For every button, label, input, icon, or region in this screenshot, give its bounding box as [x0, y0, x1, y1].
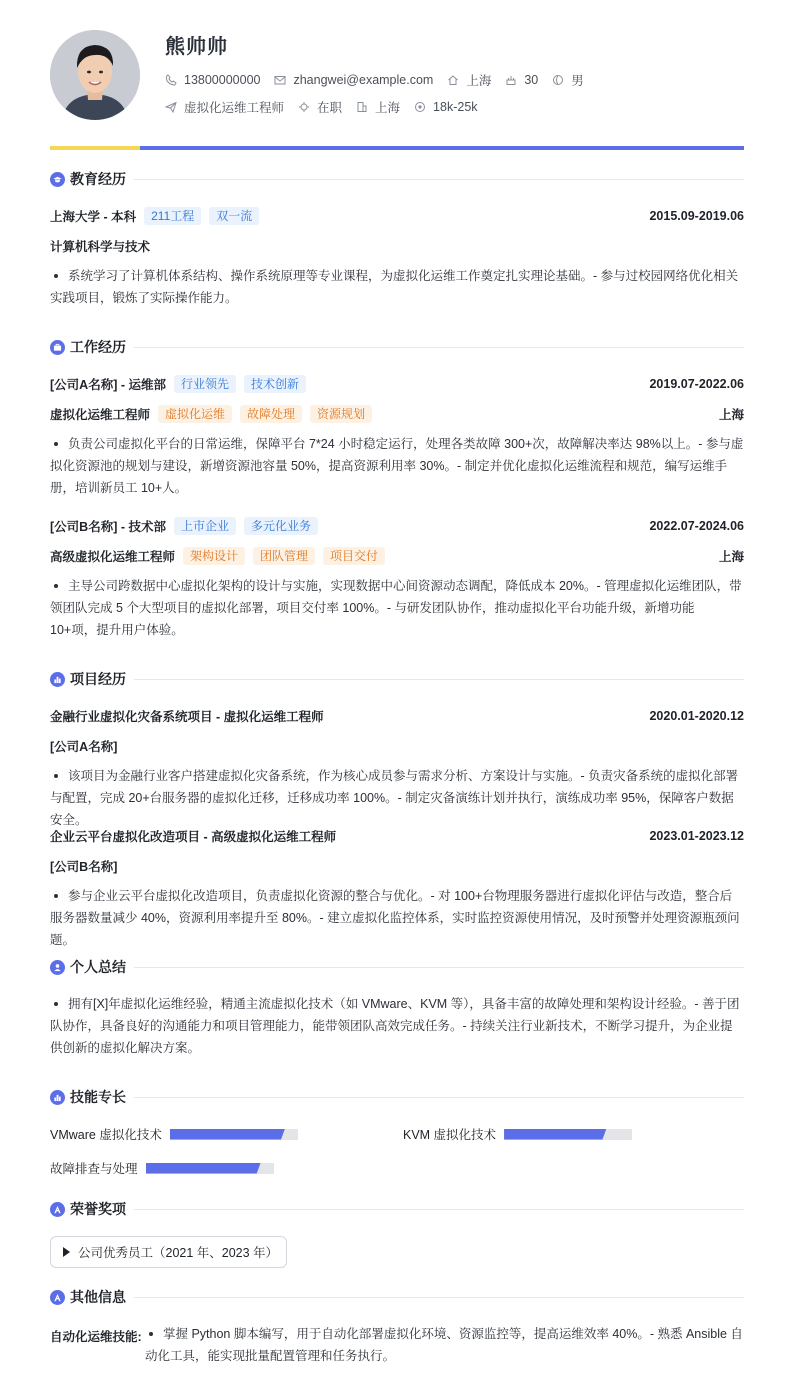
project-title: 金融行业虚拟化灾备系统项目 - 虚拟化运维工程师 — [50, 710, 324, 724]
bar-chart-icon — [50, 672, 65, 687]
role-tag: 故障处理 — [240, 405, 302, 423]
company-tag: 多元化业务 — [244, 517, 318, 535]
status-text: 在职 — [317, 101, 343, 115]
other-label: 自动化运维技能: — [50, 1330, 142, 1344]
role-tag: 虚拟化运维 — [158, 405, 232, 423]
skill-name: VMware 虚拟化技术 — [50, 1128, 162, 1142]
email-item — [274, 73, 433, 87]
mail-icon — [274, 74, 286, 86]
salary-text: 18k-25k — [433, 100, 478, 114]
education-row — [50, 206, 744, 226]
building-icon — [356, 101, 368, 113]
avatar-portrait-icon — [50, 30, 140, 120]
company-tag: 上市企业 — [174, 517, 236, 535]
work-company-row — [50, 516, 744, 536]
header-divider — [50, 146, 744, 150]
project-description: 该项目为金融行业客户搭建虚拟化灾备系统，作为核心成员参与需求分析、方案设计与实施。- 负责灾备系统的虚拟化部署与配置，完成 20+台服务器的虚拟化迁移，迁移成功率 100%。- 制定灾备演练计划并执行，演练成功率 95%，保障客户数据安全。 — [50, 769, 739, 827]
section-title: 工作经历 — [70, 339, 126, 355]
section-summary — [50, 957, 744, 977]
work-role-row — [50, 404, 744, 424]
work-description: 主导公司跨数据中心虚拟化架构的设计与实施，实现数据中心间资源动态调配，降低成本 20%。- 管理虚拟化运维团队，带领团队完成 5 个大型项目的虚拟化部署，项目交付率 100%。- 与研发团队协作，推动虚拟化平台功能升级，新增功能 10+项，提升用户体验。 — [50, 579, 742, 637]
section-title: 项目经历 — [70, 671, 126, 687]
age-text: 30 — [524, 73, 539, 87]
skill-level-bar — [170, 1129, 298, 1140]
company-name: [公司A名称] - 运维部 — [50, 378, 166, 392]
location-item — [447, 71, 491, 89]
home-icon — [447, 74, 459, 86]
location-text: 上海 — [466, 74, 492, 88]
section-awards — [50, 1199, 744, 1219]
resume-header — [50, 0, 744, 146]
status-icon — [298, 101, 310, 113]
coin-icon — [414, 101, 426, 113]
candidate-name: 熊帅帅 — [165, 36, 228, 58]
project-description: 参与企业云平台虚拟化改造项目，负责虚拟化资源的整合与优化。- 对 100+台物理服务器进行虚拟化评估与改造，整合后服务器数量减少 40%，资源利用率提升至 80%。- 建立虚拟化监控体系，实时监控资源使用情况，及时预警并处理资源瓶颈问题。 — [50, 889, 740, 947]
role-tag: 项目交付 — [323, 547, 385, 565]
education-tag: 双一流 — [209, 207, 259, 225]
summary-description: 拥有[X]年虚拟化运维经验，精通主流虚拟化技术（如 VMware、KVM 等），具备丰富的故障处理和架构设计经验。- 善于团队协作，具备良好的沟通能力和项目管理能力，能带领团队高效完成任务。- 持续关注行业新技术，不断学习提升，为企业提供创新的虚拟化解决方案。 — [50, 997, 740, 1055]
info-icon — [50, 1290, 65, 1305]
role-name: 虚拟化运维工程师 — [50, 408, 151, 422]
email-text: zhangwei@example.com — [293, 73, 434, 87]
age-item — [505, 73, 538, 87]
work-role-row — [50, 546, 744, 566]
expand-triangle-icon — [63, 1247, 70, 1257]
salary-item — [414, 100, 477, 114]
project-company: [公司A名称] — [50, 740, 118, 754]
skill-name: KVM 虚拟化技术 — [403, 1128, 497, 1142]
phone-text: 13800000000 — [184, 73, 261, 87]
company-tag: 行业领先 — [174, 375, 236, 393]
phone-icon — [165, 74, 177, 86]
project-company-row — [50, 736, 744, 756]
city-text: 上海 — [375, 101, 401, 115]
major-name: 计算机科学与技术 — [50, 240, 151, 254]
skill-level-fill — [170, 1129, 285, 1140]
job-title-text: 虚拟化运维工程师 — [184, 101, 285, 115]
education-period: 2015.09-2019.06 — [649, 209, 744, 223]
skill-level-bar — [146, 1163, 274, 1174]
skill-item — [50, 1124, 298, 1144]
city-item — [356, 98, 400, 116]
award-item[interactable] — [50, 1236, 287, 1268]
school-name: 上海大学 - 本科 — [50, 210, 137, 224]
education-description: 系统学习了计算机体系结构、操作系统原理等专业课程，为虚拟化运维工作奠定扎实理论基础。- 参与过校园网络优化相关实践项目，锻炼了实际操作能力。 — [50, 269, 739, 305]
resume-page — [50, 0, 744, 1363]
major-row — [50, 236, 744, 256]
skill-item — [50, 1158, 274, 1178]
gender-text: 男 — [571, 74, 584, 88]
project-title: 企业云平台虚拟化改造项目 - 高级虚拟化运维工程师 — [50, 830, 337, 844]
contact-info-row — [165, 71, 598, 89]
skill-item — [403, 1124, 632, 1144]
company-name: [公司B名称] - 技术部 — [50, 520, 166, 534]
skill-level-bar — [504, 1129, 632, 1140]
gender-item — [552, 71, 584, 89]
user-icon — [50, 960, 65, 975]
project-period: 2020.01-2020.12 — [649, 709, 744, 723]
work-period: 2022.07-2024.06 — [649, 519, 744, 533]
bar-chart-icon — [50, 1090, 65, 1105]
work-company-row — [50, 374, 744, 394]
section-work — [50, 337, 744, 357]
other-description: 掌握 Python 脚本编写，用于自动化部署虚拟化环境、资源监控等，提高运维效率 40%。- 熟悉 Ansible 自动化工具，能实现批量配置管理和任务执行。 — [145, 1327, 743, 1363]
section-title: 教育经历 — [70, 171, 126, 187]
section-title: 荣誉奖项 — [70, 1201, 126, 1217]
skill-level-fill — [146, 1163, 261, 1174]
section-skills — [50, 1087, 744, 1107]
gender-icon — [552, 74, 564, 86]
work-city: 上海 — [718, 408, 744, 422]
work-period: 2019.07-2022.06 — [649, 377, 744, 391]
project-title-row — [50, 706, 744, 726]
award-icon — [50, 1202, 65, 1217]
section-education — [50, 169, 744, 189]
role-name: 高级虚拟化运维工程师 — [50, 550, 176, 564]
status-item — [298, 98, 342, 116]
avatar — [50, 30, 140, 120]
project-company: [公司B名称] — [50, 860, 118, 874]
role-tag: 资源规划 — [310, 405, 372, 423]
section-other — [50, 1287, 744, 1307]
role-tag: 团队管理 — [253, 547, 315, 565]
section-projects — [50, 669, 744, 689]
phone-item — [165, 73, 260, 87]
role-tag: 架构设计 — [183, 547, 245, 565]
section-title: 个人总结 — [70, 959, 126, 975]
job-info-row — [165, 98, 492, 116]
skill-name: 故障排查与处理 — [50, 1162, 138, 1176]
job-title-item — [165, 98, 284, 116]
graduation-cap-icon — [50, 172, 65, 187]
briefcase-icon — [50, 340, 65, 355]
education-tag: 211工程 — [144, 207, 201, 225]
project-company-row — [50, 856, 744, 876]
project-title-row — [50, 826, 744, 846]
cake-icon — [505, 74, 517, 86]
section-title: 技能专长 — [70, 1089, 126, 1105]
paper-plane-icon — [165, 101, 177, 113]
company-tag: 技术创新 — [244, 375, 306, 393]
award-label: 公司优秀员工（2021 年、2023 年） — [78, 1246, 279, 1260]
section-title: 其他信息 — [70, 1289, 126, 1305]
work-city: 上海 — [718, 550, 744, 564]
project-period: 2023.01-2023.12 — [649, 829, 744, 843]
skill-level-fill — [504, 1129, 606, 1140]
work-description: 负责公司虚拟化平台的日常运维，保障平台 7*24 小时稳定运行，处理各类故障 300+次，故障解决率达 98%以上。- 参与虚拟化资源池的规划与建设，新增资源池容量 50%，提高资源利用率 30%。- 制定并优化虚拟化运维流程和规范，编写运维手册，培训新员工 10+人。 — [50, 437, 744, 495]
